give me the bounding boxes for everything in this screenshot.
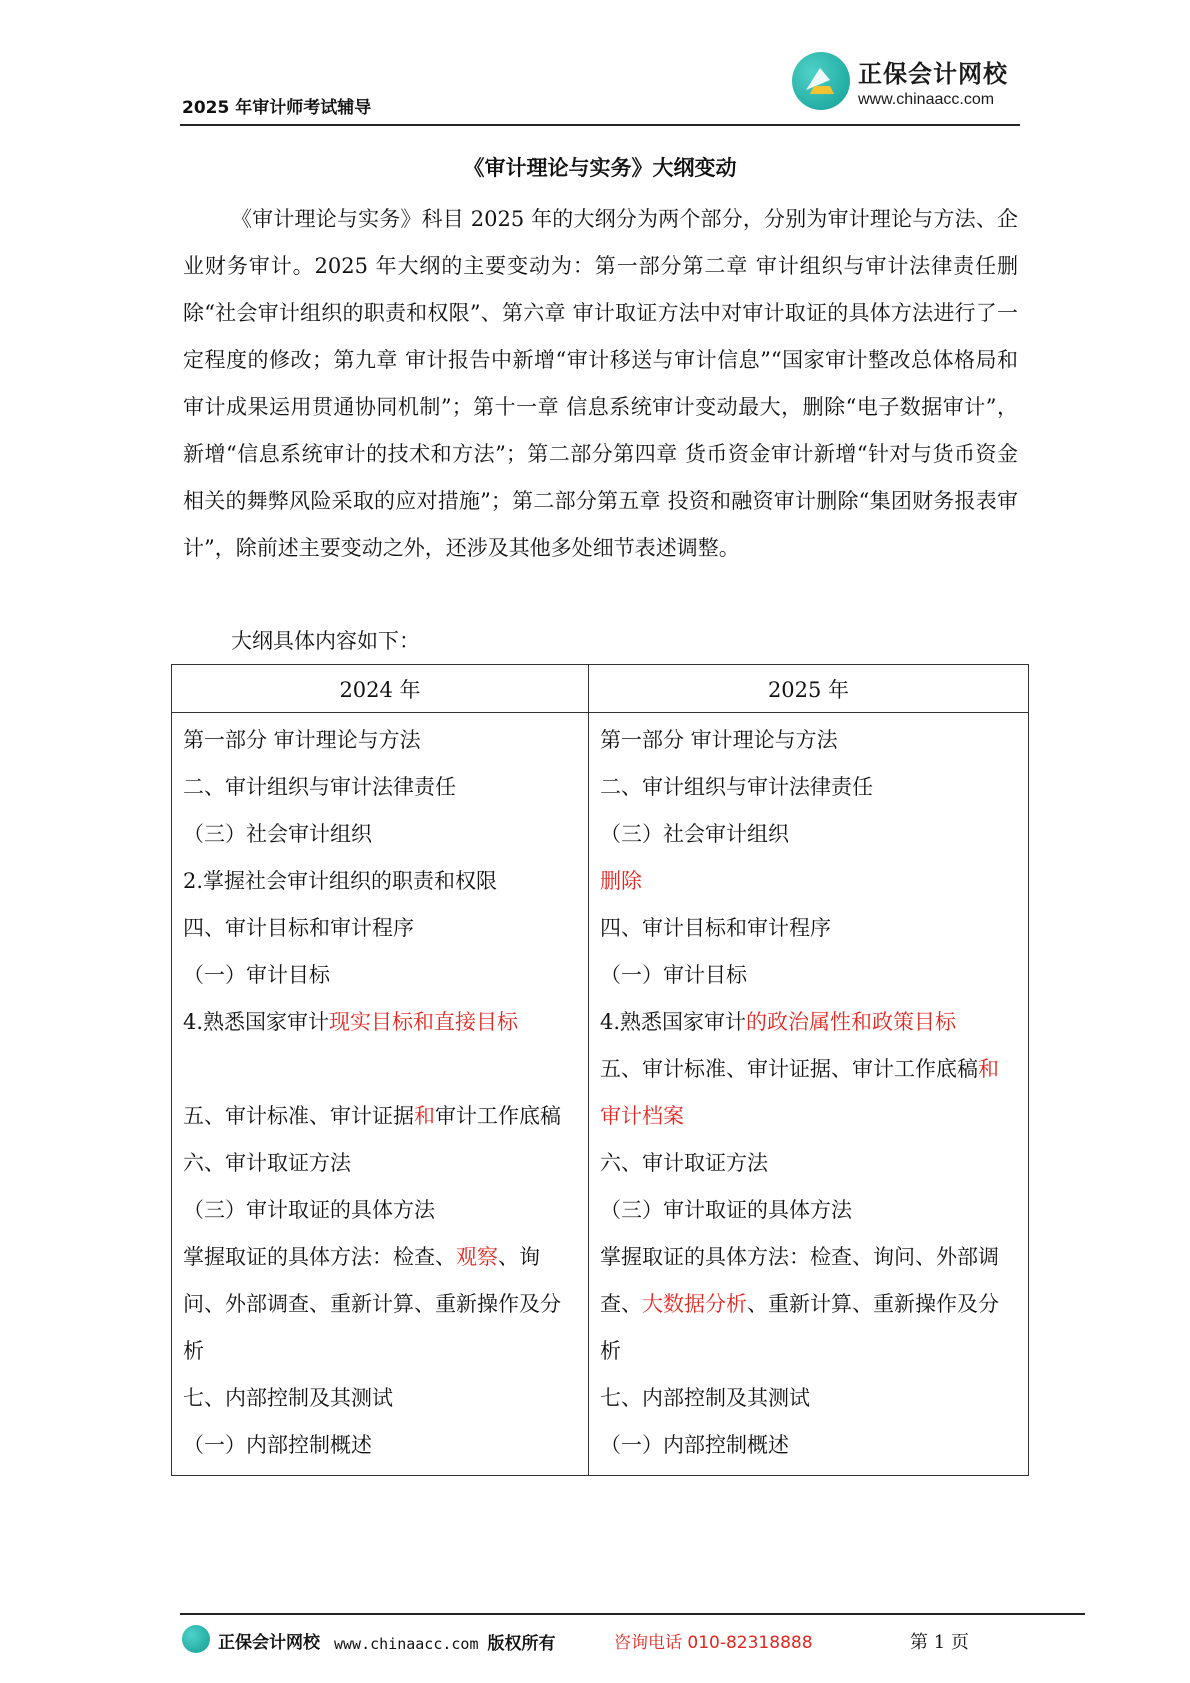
column-header-2024: 2024 年: [172, 665, 589, 713]
column-2024: [172, 713, 589, 1476]
comparison-table: [171, 664, 1029, 1476]
intro-paragraph: 《审计理论与实务》科目 2025 年的大纲分为两个部分，分别为审计理论与方法、企业财务审计。2025 年大纲的主要变动为：第一部分第二章 审计组织与审计法律责任删除“社会审计组织的职责和权限”、第六章 审计取证方法中对审计取证的具体方法进行了一定程度的修改；第九章 审计报告中新增“审计移送与审计信息”“国家审计整改总体格局和审计成果运用贯通协同机制”；第十一章 信息系统审计变动最大，删除“电子数据审计”，新增“信息系统审计的技术和方法”；第二部分第四章 货币资金审计新增“针对与货币资金相关的舞弊风险采取的应对措施”；第二部分第五章 投资和融资审计删除“集团财务报表审计”，除前述主要变动之外，还涉及其他多处细节表述调整。: [183, 207, 1018, 560]
footer-brand-name: 正保会计网校: [218, 1633, 320, 1653]
entry: 二、审计组织与审计法律责任: [183, 775, 456, 799]
entry: 第一部分 审计理论与方法: [600, 728, 838, 752]
watermark: ​: [341, 507, 379, 544]
entry: 第一部分 审计理论与方法: [183, 728, 421, 752]
entry: 六、审计取证方法: [183, 1151, 351, 1175]
entry-text: 、询问、外部调查、重新计算、重新操作及分析: [183, 1245, 561, 1363]
spacer: [183, 1046, 578, 1093]
deleted-marker: 删除: [600, 869, 642, 893]
page-footer: [180, 1613, 1085, 1655]
entry: （三）社会审计组织: [183, 822, 372, 846]
entry: [183, 999, 578, 1046]
entry-text: 4.熟悉国家审计: [600, 1010, 747, 1034]
entry-text: 审计工作底稿: [435, 1104, 561, 1128]
entry-text: 五、审计标准、审计证据: [183, 1104, 414, 1128]
entry: （一）内部控制概述: [183, 1433, 372, 1457]
changed-text: 和审计档案: [600, 1057, 999, 1128]
footer-copyright: [334, 1629, 556, 1654]
entry-text: 、重新计算、重新操作及分析: [600, 1292, 999, 1363]
changed-text: 大数据分析: [642, 1292, 747, 1316]
entry: 七、内部控制及其测试: [183, 1386, 393, 1410]
entry: [600, 999, 1018, 1046]
document-title: 《审计理论与实务》大纲变动: [463, 156, 737, 180]
entry: 七、内部控制及其测试: [600, 1386, 810, 1410]
entry: 四、审计目标和审计程序: [183, 916, 414, 940]
entry: 二、审计组织与审计法律责任: [600, 775, 873, 799]
entry-text: 五、审计标准、审计证据、审计工作底稿: [600, 1057, 978, 1081]
logo-url: www.chinaacc.com: [858, 90, 995, 108]
entry: （一）审计目标: [600, 963, 747, 987]
footer-phone: 咨询电话 010-82318888: [614, 1633, 813, 1653]
entry-text: 掌握取证的具体方法：检查、: [183, 1245, 456, 1269]
entry-text: 掌握取证的具体方法：检查、询问、外部调查、: [600, 1245, 999, 1316]
entry: （三）审计取证的具体方法: [183, 1198, 435, 1222]
entry: （三）审计取证的具体方法: [600, 1198, 852, 1222]
footer-url: www.chinaacc.com: [334, 1635, 479, 1653]
entry: （三）社会审计组织: [600, 822, 789, 846]
lead-text: 大纲具体内容如下：: [231, 629, 420, 653]
page-header: [180, 52, 1020, 126]
page-number: 第 1 页: [910, 1632, 969, 1653]
entry: 六、审计取证方法: [600, 1151, 768, 1175]
entry: 2.掌握社会审计组织的职责和权限: [183, 869, 498, 893]
footer-logo-icon: [182, 1625, 210, 1653]
entry: [600, 1234, 1018, 1375]
changed-text: 和: [414, 1104, 435, 1128]
changed-text: 现实目标和直接目标: [329, 1010, 519, 1034]
entry: [600, 1046, 1018, 1140]
entry: （一）审计目标: [183, 963, 330, 987]
entry: （一）内部控制概述: [600, 1433, 789, 1457]
changed-text: 观察: [456, 1245, 498, 1269]
entry-text: 4.熟悉国家审计: [183, 1010, 330, 1034]
logo-name: 正保会计网校: [858, 59, 1008, 88]
header-title: 2025 年审计师考试辅导: [182, 98, 372, 118]
entry: 四、审计目标和审计程序: [600, 916, 831, 940]
changed-text: 的政治属性和政策目标: [746, 1010, 957, 1034]
brand-logo: [792, 52, 1008, 110]
column-header-2025: 2025 年: [589, 665, 1029, 713]
entry: [183, 1234, 578, 1375]
logo-icon: [792, 52, 850, 110]
entry: [183, 1093, 578, 1140]
footer-rights: 版权所有: [487, 1634, 556, 1654]
column-2025: [589, 713, 1029, 1476]
